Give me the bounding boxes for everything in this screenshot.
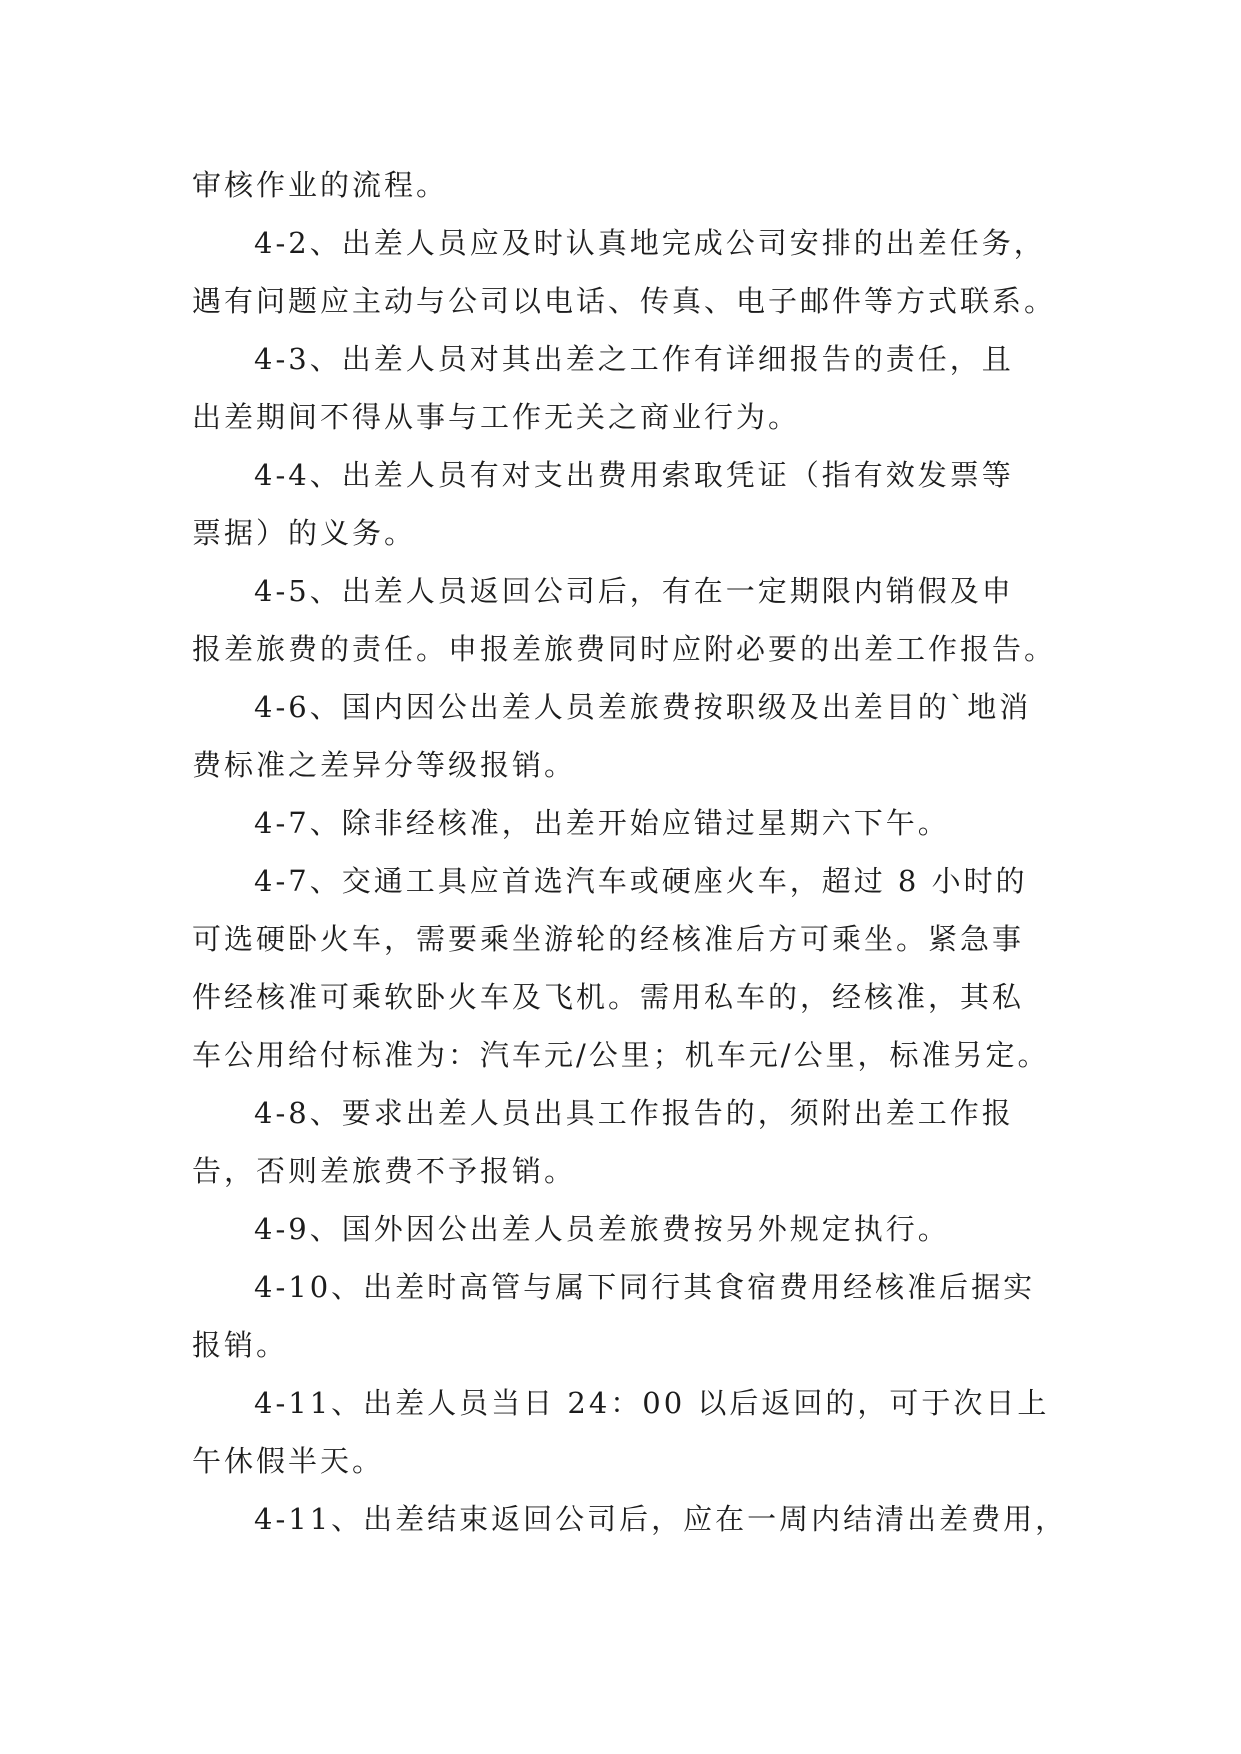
text-line: 费标准之差异分等级报销。 bbox=[192, 748, 577, 782]
text-line: 4-11、出差人员当日 24：00 以后返回的，可于次日上 bbox=[254, 1386, 1050, 1420]
text-line: 审核作业的流程。 bbox=[192, 168, 449, 202]
text-line: 4-8、要求出差人员出具工作报告的，须附出差工作报 bbox=[254, 1096, 1014, 1130]
text-line: 票据）的义务。 bbox=[192, 516, 417, 550]
document-body bbox=[192, 156, 1068, 1548]
text-line: 4-2、出差人员应及时认真地完成公司安排的出差任务， bbox=[254, 226, 1046, 260]
text-line: 车公用给付标准为：汽车元/公里；机车元/公里，标准另定。 bbox=[192, 1038, 1050, 1072]
text-line: 4-4、出差人员有对支出费用索取凭证（指有效发票等 bbox=[254, 458, 1014, 492]
text-line: 报销。 bbox=[192, 1328, 289, 1362]
text-line: 出差期间不得从事与工作无关之商业行为。 bbox=[192, 400, 801, 434]
text-line: 4-10、出差时高管与属下同行其食宿费用经核准后据实 bbox=[254, 1270, 1036, 1304]
text-line: 可选硬卧火车，需要乘坐游轮的经核准后方可乘坐。紧急事 bbox=[192, 922, 1025, 956]
text-line: 4-7、除非经核准，出差开始应错过星期六下午。 bbox=[254, 806, 950, 840]
text-line: 4-11、出差结束返回公司后，应在一周内结清出差费用， bbox=[254, 1502, 1068, 1536]
text-line: 件经核准可乘软卧火车及飞机。需用私车的，经核准，其私 bbox=[192, 980, 1025, 1014]
text-line: 4-9、国外因公出差人员差旅费按另外规定执行。 bbox=[254, 1212, 950, 1246]
text-line: 遇有问题应主动与公司以电话、传真、电子邮件等方式联系。 bbox=[192, 284, 1057, 318]
text-line: 告，否则差旅费不予报销。 bbox=[192, 1154, 577, 1188]
text-line: 4-3、出差人员对其出差之工作有详细报告的责任，且 bbox=[254, 342, 1014, 376]
text-line: 4-7、交通工具应首选汽车或硬座火车，超过 8 小时的 bbox=[254, 864, 1028, 898]
text-line: 4-6、国内因公出差人员差旅费按职级及出差目的`地消 bbox=[254, 690, 1032, 724]
text-line: 午休假半天。 bbox=[192, 1444, 385, 1478]
text-line: 4-5、出差人员返回公司后，有在一定期限内销假及申 bbox=[254, 574, 1014, 608]
text-line: 报差旅费的责任。申报差旅费同时应附必要的出差工作报告。 bbox=[192, 632, 1057, 666]
